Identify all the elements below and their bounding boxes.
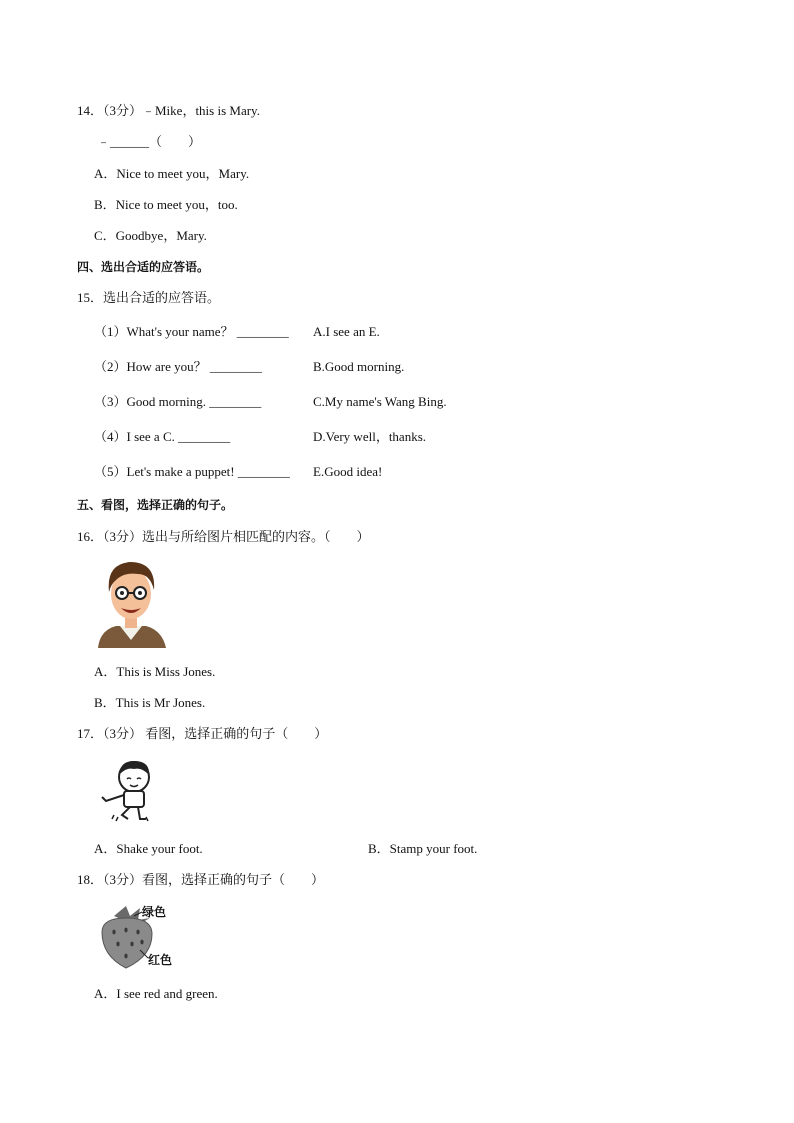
q14-option-a: A．Nice to meet you，Mary. [94,166,250,181]
q15-item-4: （4）I see a C. ________ [94,429,231,444]
q14-option-c: C．Goodbye，Mary. [94,228,207,243]
q14-blank: ﹣______（ ） [97,134,202,149]
q15-answer-c: C.My name's Wang Bing. [313,394,447,409]
q17-stem: 17．（3分） 看图，选择正确的句子（ ） [77,726,328,741]
q16-stem: 16．（3分）选出与所给图片相匹配的内容。（ ） [77,529,370,544]
section-5-title: 五、看图，选择正确的句子。 [77,498,234,512]
q17-option-a: A．Shake your foot. [94,841,203,856]
q17-option-b: B．Stamp your foot. [368,841,478,856]
q16-option-a: A．This is Miss Jones. [94,664,216,679]
q15-item-1: （1）What's your name？ ________ [94,324,289,339]
man-with-glasses-image [94,556,168,648]
q15-answer-d: D.Very well，thanks. [313,429,427,444]
q14-stem: 14．（3分）﹣Mike，this is Mary. [77,103,260,118]
q14-option-b: B．Nice to meet you，too. [94,197,238,212]
q15-item-3: （3）Good morning. ________ [94,394,262,409]
section-4-title: 四、选出合适的应答语。 [77,260,210,274]
q16-option-b: B．This is Mr Jones. [94,695,206,710]
q15-stem: 15．选出合适的应答语。 [77,290,221,305]
q18-option-a: A．I see red and green. [94,986,218,1001]
q15-answer-e: E.Good idea! [313,464,383,479]
boy-stamping-foot-image [96,757,158,825]
label-red: 红色 [148,953,173,967]
q18-stem: 18．（3分）看图，选择正确的句子（ ） [77,872,325,887]
q15-answer-a: A.I see an E. [313,324,380,339]
strawberry-image [96,902,182,974]
q15-item-5: （5）Let's make a puppet! ________ [94,464,290,479]
label-green: 绿色 [142,905,167,919]
q15-item-2: （2）How are you？ ________ [94,359,262,374]
q15-answer-b: B.Good morning. [313,359,405,374]
